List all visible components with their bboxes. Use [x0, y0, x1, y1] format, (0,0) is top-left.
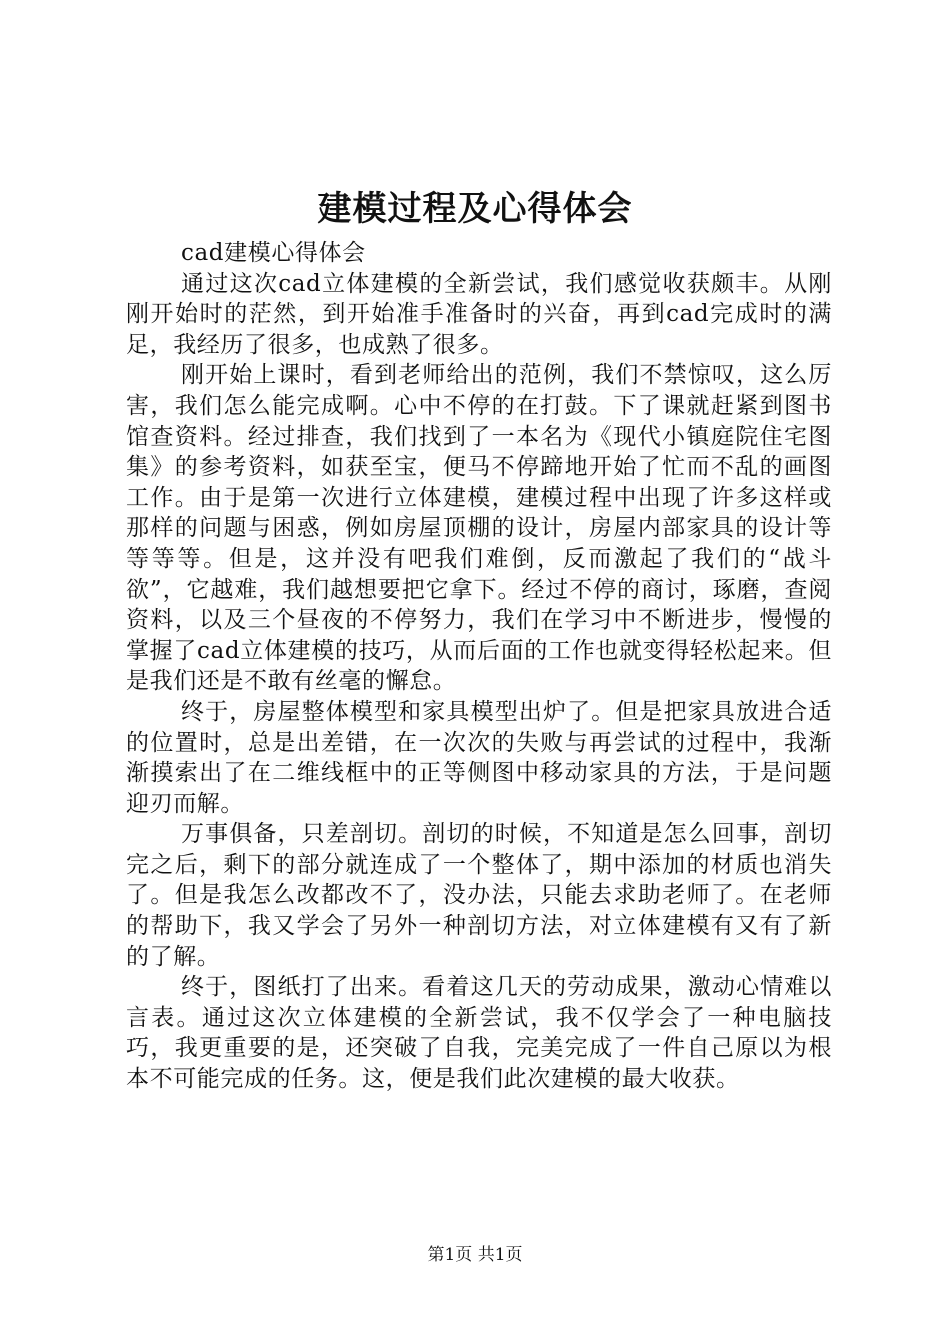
document-title: 建模过程及心得体会: [317, 189, 633, 229]
document-body: [126, 238, 832, 1095]
paragraph-5: 终于，图纸打了出来。看着这几天的劳动成果，激动心情难以言表。通过这次立体建模的全新尝试，我不仅学会了一种电脑技巧，我更重要的是，还突破了自我，完美完成了一件自己原以为根本不可能完成的任务。这，便是我们此次建模的最大收获。: [126, 974, 832, 1093]
paragraph-2: 刚开始上课时，看到老师给出的范例，我们不禁惊叹，这么厉害，我们怎么能完成啊。心中不停的在打鼓。下了课就赶紧到图书馆查资料。经过排查，我们找到了一本名为《现代小镇庭院住宅图集》的参考资料，如获至宝，便马不停蹄地开始了忙而不乱的画图工作。由于是第一次进行立体建模，建模过程中出现了许多这样或那样的问题与困惑，例如房屋顶棚的设计，房屋内部家具的设计等等等等。但是，这并没有吧我们难倒，反而激起了我们的“战斗欲”，它越难，我们越想要把它拿下。经过不停的商讨，琢磨，查阅资料，以及三个昼夜的不停努力，我们在学习中不断进步，慢慢的掌握了cad立体建模的技巧，从而后面的工作也就变得轻松起来。但是我们还是不敢有丝毫的懈怠。: [126, 362, 832, 695]
paragraph-4: 万事俱备，只差剖切。剖切的时候，不知道是怎么回事，剖切完之后，剩下的部分就连成了一个整体了，期中添加的材质也消失了。但是我怎么改都改不了，没办法，只能去求助老师了。在老师的帮助下，我又学会了另外一种剖切方法，对立体建模有又有了新的了解。: [126, 821, 832, 970]
document-subtitle: cad建模心得体会: [181, 240, 366, 266]
paragraph-1: 通过这次cad立体建模的全新尝试，我们感觉收获颇丰。从刚刚开始时的茫然，到开始准手准备时的兴奋，再到cad完成时的满足，我经历了很多，也成熟了很多。: [126, 270, 832, 358]
paragraph-3: 终于，房屋整体模型和家具模型出炉了。但是把家具放进合适的位置时，总是出差错，在一次次的失败与再尝试的过程中，我渐渐摸索出了在二维线框中的正等侧图中移动家具的方法，于是问题迎刃而解。: [126, 698, 832, 817]
page-footer: 第1页 共1页: [427, 1245, 523, 1265]
